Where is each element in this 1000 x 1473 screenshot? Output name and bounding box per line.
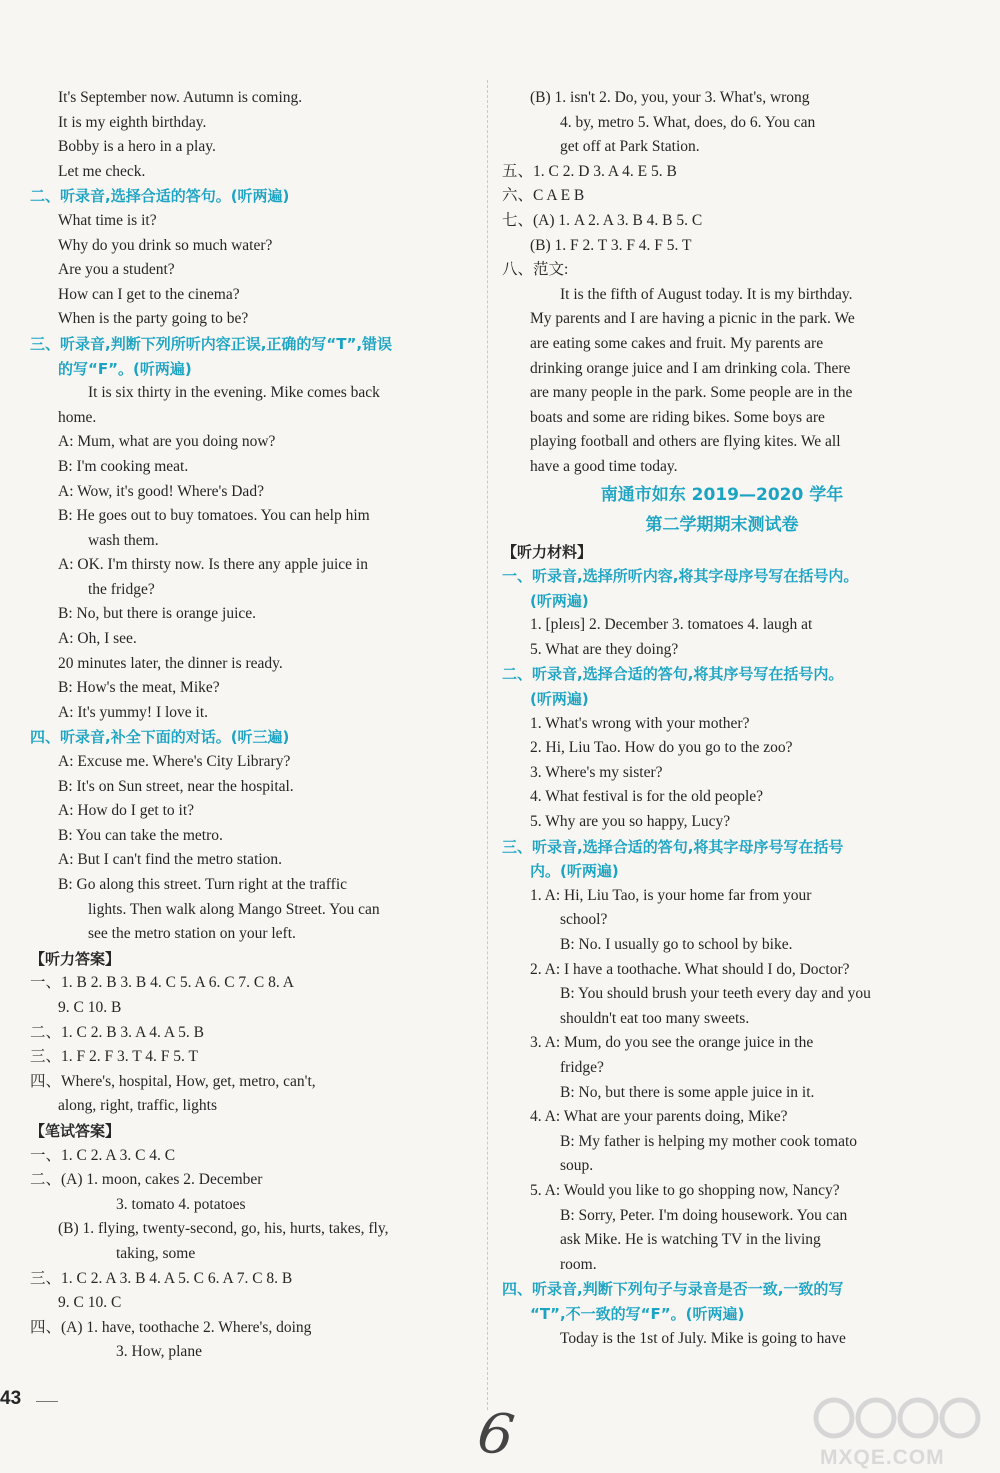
text-line: school?	[560, 911, 608, 929]
text-line: B: No. I usually go to school by bike.	[560, 936, 793, 953]
text-line: wash them.	[88, 531, 159, 549]
text-line: 5. Why are you so happy, Lucy?	[530, 813, 731, 831]
text-line: 3. How, plane	[116, 1343, 202, 1361]
text-line: A: But I can't find the metro station.	[58, 851, 283, 869]
text-line: A: OK. I'm thirsty now. Is there any apple juice in	[58, 556, 368, 574]
section-heading: (听两遍)	[530, 690, 589, 709]
text-line: A: Mum, what are you doing now?	[58, 433, 276, 451]
left-column	[30, 86, 470, 1365]
text-line: room.	[560, 1255, 597, 1273]
text-line: What time is it?	[58, 211, 157, 229]
text-line: 3. Where's my sister?	[530, 763, 663, 781]
text-line: ask Mike. He is watching TV in the living	[560, 1231, 821, 1249]
text-line: It's September now. Autumn is coming.	[58, 89, 303, 106]
text-line: 1. [pleɪs] 2. December 3. tomatoes 4. laugh at	[530, 616, 813, 634]
text-line: Let me check.	[58, 162, 146, 180]
watermark-text: MXQE.COM	[820, 1446, 945, 1469]
text-line: 5. A: Would you like to go shopping now, Nancy?	[530, 1181, 840, 1199]
text-line: soup.	[560, 1157, 594, 1175]
text-line: How can I get to the cinema?	[58, 285, 240, 303]
text-line: 9. C 10. C	[58, 1294, 122, 1312]
text-line: 1. A: Hi, Liu Tao, is your home far from your	[530, 886, 812, 904]
text-line: (B) 1. F 2. T 3. F 4. F 5. T	[530, 236, 692, 254]
text-line: 三、1. F 2. F 3. T 4. F 5. T	[30, 1048, 198, 1066]
text-line: 2. A: I have a toothache. What should I do, Doctor?	[530, 960, 850, 978]
text-line: (B) 1. isn't 2. Do, you, your 3. What's, wrong	[530, 89, 810, 106]
part-heading: 【笔试答案】	[30, 1121, 121, 1140]
text-line: home.	[58, 408, 97, 426]
text-line: 一、1. B 2. B 3. B 4. C 5. A 6. C 7. C 8. A	[30, 974, 294, 992]
section-title: 第二学期期末测试卷	[645, 514, 799, 535]
text-line: A: How do I get to it?	[58, 802, 195, 820]
text-line: A: Excuse me. Where's City Library?	[58, 753, 291, 771]
text-line: 5. What are they doing?	[530, 640, 679, 658]
section-heading: (听两遍)	[530, 591, 589, 610]
text-line: B: I'm cooking meat.	[58, 457, 189, 475]
text-line: along, right, traffic, lights	[58, 1097, 217, 1115]
text-line: 五、1. C 2. D 3. A 4. E 5. B	[502, 162, 677, 180]
text-line: B: Go along this street. Turn right at the traffic	[58, 876, 348, 893]
section-heading: 四、听录音,判断下列句子与录音是否一致,一致的写	[502, 1280, 844, 1299]
text-line: B: You should brush your teeth every day and you	[560, 985, 871, 1003]
page-number-rule	[36, 1401, 58, 1402]
text-line: 六、C A E B	[502, 187, 585, 205]
text-line: get off at Park Station.	[560, 138, 700, 156]
part-heading: 【听力材料】	[502, 542, 593, 561]
text-line: 2. Hi, Liu Tao. How do you go to the zoo?	[530, 739, 793, 757]
section-heading: 二、听录音,选择合适的答句,将其序号写在括号内。	[502, 665, 844, 684]
text-line: 1. What's wrong with your mother?	[530, 714, 750, 732]
text-line: 4. A: What are your parents doing, Mike?	[530, 1108, 788, 1126]
text-line: Why do you drink so much water?	[58, 236, 273, 254]
text-line: 三、1. C 2. A 3. B 4. A 5. C 6. A 7. C 8. B	[30, 1269, 293, 1287]
text-line: see the metro station on your left.	[88, 925, 296, 943]
text-line: drinking orange juice and I am drinking cola. There	[530, 359, 851, 377]
section-heading: 的写“F”。(听两遍)	[58, 359, 192, 378]
text-line: It is six thirty in the evening. Mike comes back	[88, 384, 380, 402]
section-heading: 内。(听两遍)	[530, 862, 619, 881]
text-line: When is the party going to be?	[58, 310, 249, 328]
text-line: 二、(A) 1. moon, cakes 2. December	[30, 1171, 263, 1189]
text-line: 3. A: Mum, do you see the orange juice in the	[530, 1034, 814, 1052]
text-line: 八、范文:	[502, 261, 569, 279]
text-line: are many people in the park. Some people are in the	[530, 384, 853, 402]
text-line: lights. Then walk along Mango Street. You can	[88, 900, 380, 918]
handwritten-mark: 6	[473, 1399, 518, 1470]
section-heading: “T”,不一致的写“F”。(听两遍)	[530, 1304, 745, 1323]
text-line: B: You can take the metro.	[58, 826, 223, 844]
section-heading: 一、听录音,选择所听内容,将其字母序号写在括号内。	[502, 567, 859, 586]
text-line: My parents and I are having a picnic in the park. We	[530, 310, 855, 328]
text-line: 四、(A) 1. have, toothache 2. Where's, doing	[30, 1318, 312, 1336]
text-line: 20 minutes later, the dinner is ready.	[58, 654, 283, 672]
text-line: A: Oh, I see.	[58, 630, 137, 648]
text-line: shouldn't eat too many sweets.	[560, 1009, 750, 1027]
right-column	[502, 86, 942, 1351]
text-line: (B) 1. flying, twenty-second, go, his, hurts, takes, fly,	[58, 1220, 389, 1238]
text-line: taking, some	[116, 1244, 196, 1262]
text-line: 一、1. C 2. A 3. C 4. C	[30, 1146, 176, 1164]
text-line: B: It's on Sun street, near the hospital.	[58, 777, 294, 795]
section-heading: 三、听录音,选择合适的答句,将其字母序号写在括号	[502, 837, 844, 856]
text-line: B: He goes out to buy tomatoes. You can help him	[58, 507, 370, 525]
text-line: 4. by, metro 5. What, does, do 6. You can	[560, 113, 816, 131]
text-line: It is the fifth of August today. It is my birthday.	[560, 285, 853, 303]
text-line: 3. tomato 4. potatoes	[116, 1195, 246, 1213]
text-line: A: It's yummy! I love it.	[58, 703, 209, 721]
page-number: 43	[0, 1388, 22, 1409]
text-line: the fridge?	[88, 580, 155, 598]
text-line: B: How's the meat, Mike?	[58, 679, 220, 697]
section-heading: 四、听录音,补全下面的对话。(听三遍)	[30, 728, 290, 747]
text-line: playing football and others are flying kites. We all	[530, 433, 841, 451]
text-line: B: No, but there is orange juice.	[58, 605, 257, 623]
column-divider	[487, 80, 488, 1410]
text-line: It is my eighth birthday.	[58, 113, 207, 131]
text-line: 七、(A) 1. A 2. A 3. B 4. B 5. C	[502, 211, 703, 229]
text-line: are eating some cakes and fruit. My parents are	[530, 334, 824, 352]
part-heading: 【听力答案】	[30, 949, 121, 968]
text-line: A: Wow, it's good! Where's Dad?	[58, 482, 264, 500]
text-line: 4. What festival is for the old people?	[530, 788, 764, 806]
section-heading: 二、听录音,选择合适的答句。(听两遍)	[30, 187, 290, 206]
text-line: boats and some are riding bikes. Some boys are	[530, 408, 825, 426]
text-line: Bobby is a hero in a play.	[58, 138, 216, 156]
section-title: 南通市如东 2019—2020 学年	[600, 484, 844, 505]
text-line: B: My father is helping my mother cook tomato	[560, 1132, 858, 1150]
text-line: 四、Where's, hospital, How, get, metro, can't,	[30, 1072, 316, 1090]
text-line: 9. C 10. B	[58, 998, 122, 1016]
text-line: fridge?	[560, 1058, 604, 1076]
section-heading: 三、听录音,判断下列所听内容正误,正确的写“T”,错误	[30, 334, 393, 353]
text-line: B: No, but there is some apple juice in it.	[560, 1083, 815, 1101]
text-line: B: Sorry, Peter. I'm doing housework. You can	[560, 1206, 848, 1224]
text-line: Are you a student?	[58, 261, 175, 279]
text-line: 二、1. C 2. B 3. A 4. A 5. B	[30, 1023, 204, 1041]
text-line: have a good time today.	[530, 457, 678, 475]
text-line: Today is the 1st of July. Mike is going to have	[560, 1329, 846, 1347]
